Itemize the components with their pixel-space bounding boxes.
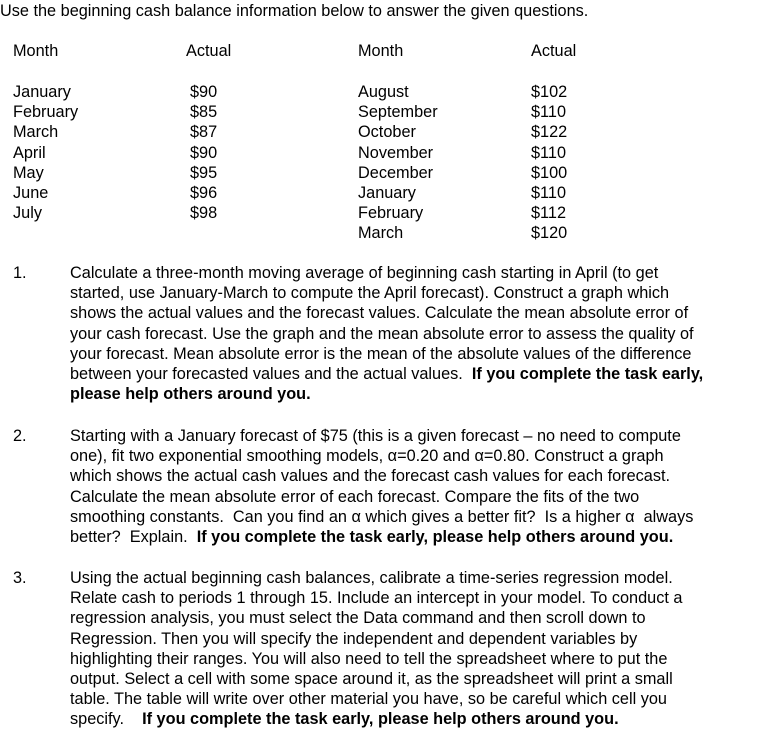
right-actual-cell: $122 <box>531 123 568 142</box>
question-line-with-bold <box>70 527 759 547</box>
question-line: Using the actual beginning cash balances, calibrate a time-series regression model. <box>70 569 673 587</box>
question-line-with-bold <box>70 709 759 729</box>
right-month-cell: August <box>358 83 409 101</box>
right-month-cell: December <box>358 163 434 182</box>
right-month-header: Month <box>358 42 404 60</box>
question-text <box>70 263 759 404</box>
question-line: smoothing constants. Can you find an α which gives a better fit? Is a higher α always <box>70 507 694 526</box>
question-line: Relate cash to periods 1 through 15. Include an intercept in your model. To conduct a <box>70 589 683 608</box>
left-month-cell: July <box>13 204 42 223</box>
question-line: Calculate the mean absolute error of each forecast. Compare the fits of the two <box>70 487 640 506</box>
question-line: your forecast. Mean absolute error is the mean of the absolute values of the difference <box>70 344 692 363</box>
left-actual-list <box>190 82 217 223</box>
help-others-note: If you complete the task early, please help others around you. <box>196 527 674 546</box>
question-line: highlighting their ranges. You will also need to tell the spreadsheet where to put the <box>70 649 668 668</box>
question-number: 2. <box>13 427 27 445</box>
right-actual-cell: $112 <box>531 204 567 223</box>
question-number: 3. <box>13 569 27 587</box>
left-actual-cell: $90 <box>190 143 218 162</box>
question-line: regression analysis, you must select the Data command and then scroll down to <box>70 609 646 628</box>
left-actual-cell: $85 <box>190 103 218 122</box>
right-actual-cell: $110 <box>531 143 567 162</box>
right-month-list <box>358 82 438 244</box>
question-line: shows the actual values and the forecast values. Calculate the mean absolute error of <box>70 304 689 323</box>
right-actual-cell: $120 <box>531 224 568 243</box>
question-line: between your forecasted values and the actual values. <box>70 364 472 383</box>
question-line: Regression. Then you will specify the independent and dependent variables by <box>70 629 638 648</box>
right-month-cell: February <box>358 204 424 223</box>
question-line: output. Select a cell with some space around it, as the spreadsheet will print a small <box>70 669 673 688</box>
question-text <box>70 568 759 730</box>
right-actual-cell: $110 <box>531 103 567 122</box>
right-actual-cell: $110 <box>531 183 567 202</box>
left-month-cell: March <box>13 123 59 142</box>
left-actual-cell: $96 <box>190 183 218 202</box>
left-month-cell: January <box>13 83 71 101</box>
right-actual-list <box>531 82 567 244</box>
right-actual-header: Actual <box>531 42 577 60</box>
left-month-cell: May <box>13 163 44 182</box>
left-actual-header: Actual <box>186 42 232 60</box>
right-month-cell: October <box>358 123 416 142</box>
left-month-list <box>13 82 78 223</box>
question-line: better? Explain. <box>70 527 197 546</box>
help-others-note: If you complete the task early, <box>471 364 704 383</box>
right-month-cell: March <box>358 224 404 243</box>
intro-text: Use the beginning cash balance information below to answer the given questions. <box>0 2 589 20</box>
help-others-note: If you complete the task early, please help others around you. <box>142 710 619 729</box>
question-line: Starting with a January forecast of $75 (this is a given forecast – no need to compute <box>70 427 681 445</box>
right-month-cell: November <box>358 143 434 162</box>
right-actual-cell: $100 <box>531 163 568 182</box>
help-others-note: please help others around you. <box>70 385 311 404</box>
right-actual-cell: $102 <box>531 83 568 101</box>
question-text <box>70 426 759 547</box>
left-month-cell: April <box>13 143 46 162</box>
question-line-with-bold <box>70 364 759 384</box>
left-month-cell: June <box>13 183 49 202</box>
right-month-cell: September <box>358 103 438 122</box>
question-line: table. The table will write over other material you have, so be careful which cell you <box>70 690 667 709</box>
question-line: which shows the actual cash values and the forecast cash values for each forecast. <box>70 467 671 486</box>
question-line: started, use January-March to compute the April forecast). Construct a graph which <box>70 284 670 303</box>
left-actual-cell: $87 <box>190 123 218 142</box>
left-actual-cell: $90 <box>190 83 218 101</box>
question-line: specify. <box>70 710 143 729</box>
question-line: Calculate a three-month moving average of beginning cash starting in April (to get <box>70 264 659 282</box>
question-line: one), fit two exponential smoothing models, α=0.20 and α=0.80. Construct a graph <box>70 447 664 466</box>
left-actual-cell: $98 <box>190 204 218 223</box>
question-number: 1. <box>13 264 27 282</box>
left-month-header: Month <box>13 42 59 60</box>
left-month-cell: February <box>13 103 79 122</box>
left-actual-cell: $95 <box>190 163 218 182</box>
question-line-bold <box>70 384 759 404</box>
right-month-cell: January <box>358 183 416 202</box>
question-line: your cash forecast. Use the graph and the mean absolute error to assess the quality of <box>70 324 694 343</box>
